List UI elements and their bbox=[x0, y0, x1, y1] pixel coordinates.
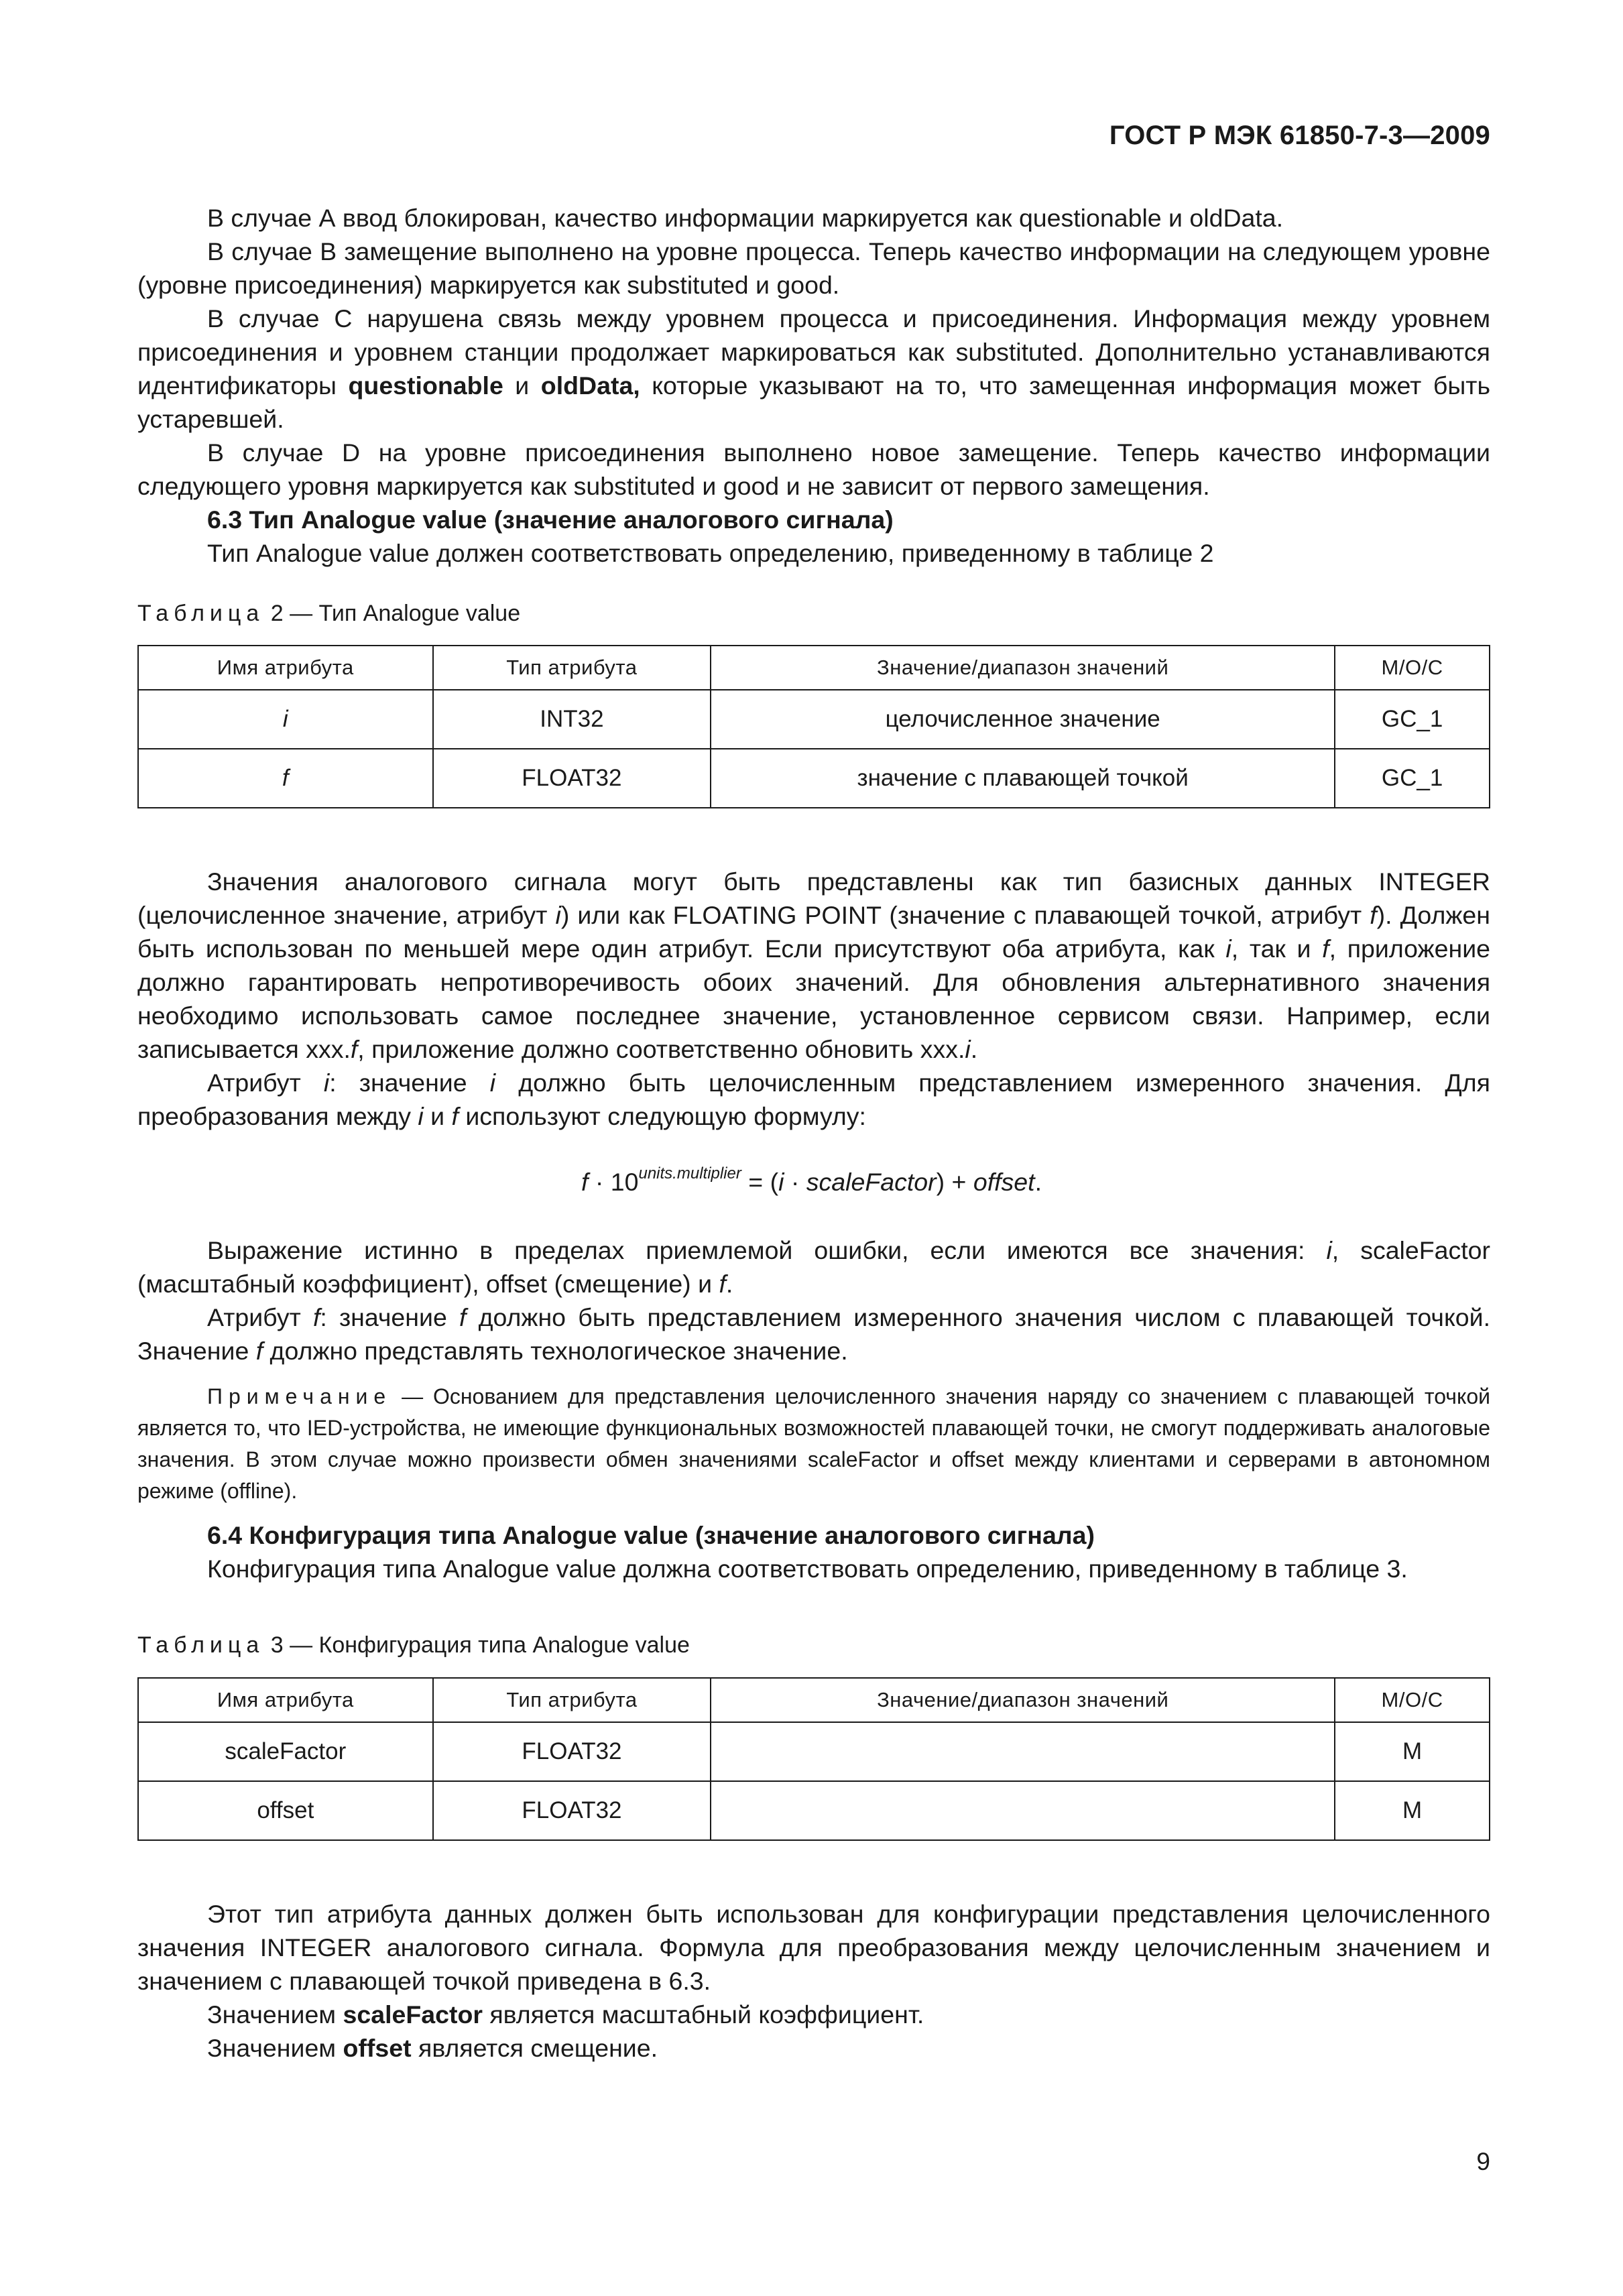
header-attribute-type: Тип атрибута bbox=[433, 646, 711, 690]
italic-var: i bbox=[489, 1069, 496, 1097]
italic-var: i bbox=[418, 1102, 424, 1130]
table-row bbox=[138, 1722, 1490, 1781]
cell-attribute-name: scaleFactor bbox=[138, 1722, 433, 1781]
note-paragraph bbox=[137, 1381, 1490, 1507]
page-number: 9 bbox=[1476, 2148, 1490, 2175]
italic-var: f bbox=[255, 1337, 263, 1365]
text-span: . bbox=[970, 1035, 978, 1063]
formula-part: · 10 bbox=[588, 1168, 639, 1196]
text-span: Значением bbox=[207, 2000, 343, 2029]
italic-var: f bbox=[451, 1102, 459, 1130]
text-span: которые указывают на то, что замещенная информация может быть устаревшей. bbox=[137, 371, 1490, 433]
italic-var: i bbox=[1225, 934, 1231, 963]
text-span: используют следующую формулу: bbox=[458, 1102, 866, 1130]
paragraph-attribute-i bbox=[137, 1066, 1490, 1133]
cell-attribute-name: f bbox=[138, 749, 433, 808]
document-code-header: ГОСТ Р МЭК 61850-7-3—2009 bbox=[1109, 121, 1490, 150]
cell-attribute-type: FLOAT32 bbox=[433, 1781, 711, 1840]
table-3 bbox=[137, 1677, 1490, 1841]
section-6-3-heading: 6.3 Тип Analogue value (значение аналогового сигнала) bbox=[207, 505, 894, 534]
italic-var: f bbox=[719, 1270, 726, 1298]
caption-label: Таблица bbox=[137, 1632, 265, 1658]
italic-var: f bbox=[312, 1303, 320, 1331]
formula-scalefactor: scaleFactor bbox=[806, 1168, 937, 1196]
text-span: Атрибут bbox=[207, 1303, 313, 1331]
cell-attribute-type: FLOAT32 bbox=[433, 1722, 711, 1781]
text-span: Значения аналогового сигнала могут быть представлены как тип базисных данных INTEGER (целочисленное значение, атрибут bbox=[137, 867, 1490, 929]
text-span: , приложение должно гарантировать непротиворечивость обоих значений. Для обновления альтернативного значения необходимо использовать самое последнее значение, установленное сервисом связи. Например, если записывается xxx. bbox=[137, 934, 1491, 1063]
note-label: Примечание bbox=[207, 1384, 392, 1408]
header-value-range: Значение/диапазон значений bbox=[711, 1678, 1335, 1722]
paragraph-case-d: В случае D на уровне присоединения выполнено новое замещение. Теперь качество информации следующего уровня маркируется как substituted и good и не зависит от первого замещения. bbox=[137, 438, 1490, 500]
header-attribute-name: Имя атрибута bbox=[138, 1678, 433, 1722]
table-row bbox=[138, 749, 1490, 808]
note-block bbox=[137, 1381, 1490, 1507]
caption-title: 2 — Тип Analogue value bbox=[264, 601, 521, 626]
table-2 bbox=[137, 645, 1490, 808]
text-span: является масштабный коэффициент. bbox=[482, 2000, 924, 2029]
cell-attribute-type: FLOAT32 bbox=[433, 749, 711, 808]
paragraph-offset bbox=[137, 2031, 1490, 2065]
cell-value-range bbox=[711, 1781, 1335, 1840]
cell-attribute-type: INT32 bbox=[433, 690, 711, 749]
text-span: Выражение истинно в пределах приемлемой ошибки, если имеются все значения: bbox=[207, 1236, 1327, 1264]
caption-label: Таблица bbox=[137, 601, 265, 626]
header-moc: M/O/C bbox=[1335, 1678, 1490, 1722]
header-attribute-type: Тип атрибута bbox=[433, 1678, 711, 1722]
header-moc: M/O/C bbox=[1335, 646, 1490, 690]
header-attribute-name: Имя атрибута bbox=[138, 646, 433, 690]
note-text: — Основанием для представления целочисленного значения наряду со значением с плавающей точкой является то, что IED-устройства, не имеющие функциональных возможностей плавающей точки, не смогут поддерживать аналоговые значения. В этом случае можно произвести обмен значениями scaleFactor и offset между клиентами и серверами в автономном режиме (offline). bbox=[137, 1384, 1490, 1503]
formula-f: f bbox=[581, 1168, 589, 1196]
section-6-4-text: Конфигурация типа Analogue value должна соответствовать определению, приведенному в таблице 3. bbox=[207, 1555, 1408, 1583]
section-6-4-block bbox=[137, 1518, 1490, 1585]
paragraph-attribute-f bbox=[137, 1301, 1490, 1368]
cell-attribute-name: i bbox=[138, 690, 433, 749]
paragraph-expression-true bbox=[137, 1233, 1490, 1301]
paragraph-case-a: В случае А ввод блокирован, качество информации маркируется как questionable и oldData. bbox=[207, 204, 1284, 232]
intro-block bbox=[137, 201, 1490, 570]
italic-var: i bbox=[965, 1035, 971, 1063]
table-2-caption bbox=[137, 599, 520, 628]
formula-explanation-block bbox=[137, 1233, 1490, 1368]
cell-moc: GC_1 bbox=[1335, 690, 1490, 749]
paragraph-scalefactor bbox=[137, 1998, 1490, 2031]
cell-attribute-name: offset bbox=[138, 1781, 433, 1840]
text-span: и bbox=[503, 371, 541, 400]
bold-term: oldData, bbox=[540, 371, 640, 400]
italic-var: i bbox=[323, 1069, 330, 1097]
bold-term: questionable bbox=[348, 371, 503, 400]
paragraph-case-c bbox=[137, 302, 1490, 436]
italic-var: f bbox=[459, 1303, 467, 1331]
text-span: , приложение должно соответственно обновить xxx. bbox=[357, 1035, 965, 1063]
italic-var: i bbox=[1326, 1236, 1332, 1264]
text-span: Атрибут bbox=[207, 1069, 324, 1097]
italic-var: f bbox=[1322, 934, 1329, 963]
formula-part: · bbox=[784, 1168, 806, 1196]
paragraph-representation bbox=[137, 865, 1490, 1066]
table-row bbox=[138, 1781, 1490, 1840]
closing-block bbox=[137, 1897, 1490, 2065]
formula-offset: offset bbox=[973, 1168, 1035, 1196]
header-value-range: Значение/диапазон значений bbox=[711, 646, 1335, 690]
text-span: должно быть целочисленным представлением измеренного значения. Для преобразования между bbox=[137, 1069, 1490, 1130]
paragraph-config-usage: Этот тип атрибута данных должен быть использован для конфигурации представления целочисленного значения INTEGER аналогового сигнала. Формула для преобразования между целочисленным значением и значением с плавающей точкой приведена в 6.3. bbox=[137, 1900, 1490, 1995]
text-span: , scaleFactor (масштабный коэффициент), offset (смещение) и bbox=[137, 1236, 1491, 1298]
text-span: В случае С нарушена связь между уровнем процесса и присоединения. Информация между уровнем присоединения и уровнем станции продолжает маркироваться как substituted. Дополнительно устанавливаются идентификаторы bbox=[137, 304, 1490, 400]
text-span: ). Должен быть использован по меньшей мере один атрибут. Если присутствуют оба атрибута, как bbox=[137, 901, 1490, 963]
italic-var: i bbox=[555, 901, 561, 929]
cell-moc: M bbox=[1335, 1722, 1490, 1781]
formula-part: = ( bbox=[741, 1168, 779, 1196]
cell-value-range bbox=[711, 1722, 1335, 1781]
section-6-3-text: Тип Analogue value должен соответствовать определению, приведенному в таблице 2 bbox=[207, 539, 1214, 567]
text-span: является смещение. bbox=[411, 2034, 658, 2062]
cell-value-range: целочисленное значение bbox=[711, 690, 1335, 749]
formula-exponent: units.multiplier bbox=[638, 1164, 741, 1183]
section-6-4-heading: 6.4 Конфигурация типа Analogue value (значение аналогового сигнала) bbox=[207, 1521, 1095, 1549]
formula-i: i bbox=[778, 1168, 784, 1196]
paragraph-case-b: В случае В замещение выполнено на уровне процесса. Теперь качество информации на следующем уровне (уровне присоединения) маркируется как substituted и good. bbox=[137, 237, 1490, 299]
analogue-description-block bbox=[137, 865, 1490, 1133]
text-span: : значение bbox=[329, 1069, 490, 1097]
text-span: должно быть представлением измеренного значения числом с плавающей точкой. Значение bbox=[137, 1303, 1490, 1365]
text-span: ) или как FLOATING POINT (значение с плавающей точкой, атрибут bbox=[560, 901, 1370, 929]
text-span: , так и bbox=[1231, 934, 1323, 963]
table-row bbox=[138, 690, 1490, 749]
conversion-formula bbox=[0, 1164, 1623, 1197]
cell-moc: GC_1 bbox=[1335, 749, 1490, 808]
italic-var: f bbox=[350, 1035, 358, 1063]
cell-value-range: значение с плавающей точкой bbox=[711, 749, 1335, 808]
text-span: и bbox=[423, 1102, 452, 1130]
italic-var: f bbox=[1370, 901, 1377, 929]
formula-part: ) + bbox=[936, 1168, 973, 1196]
table-3-caption bbox=[137, 1630, 690, 1660]
formula-part: . bbox=[1034, 1168, 1042, 1196]
caption-title: 3 — Конфигурация типа Analogue value bbox=[264, 1632, 690, 1658]
text-span: должно представлять технологическое значение. bbox=[263, 1337, 848, 1365]
cell-moc: M bbox=[1335, 1781, 1490, 1840]
text-span: : значение bbox=[320, 1303, 459, 1331]
bold-term: scaleFactor bbox=[343, 2000, 483, 2029]
table-header-row bbox=[138, 1678, 1490, 1722]
bold-term: offset bbox=[343, 2034, 412, 2062]
text-span: . bbox=[725, 1270, 733, 1298]
table-header-row bbox=[138, 646, 1490, 690]
text-span: Значением bbox=[207, 2034, 343, 2062]
